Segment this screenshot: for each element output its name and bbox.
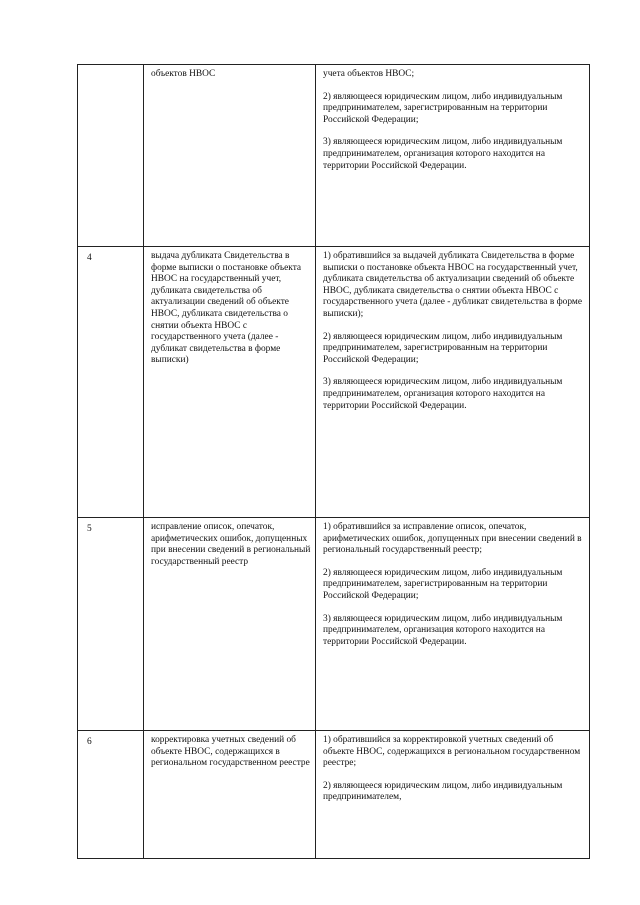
table-row	[78, 518, 590, 731]
applicant-paragraph: 2) являющееся юридическим лицом, либо индивидуальным предпринимателем,	[323, 780, 563, 803]
applicant-paragraph: 2) являющееся юридическим лицом, либо индивидуальным предпринимателем, зарегистрированным на территории Российской Федерации;	[323, 567, 563, 601]
applicant-cell	[316, 65, 590, 247]
applicant-paragraph: 1) обратившийся за выдачей дубликата Свидетельства в форме выписки о постановке объекта НВОС на государственный учет, дубликата свидетельства об актуализации сведений об объекте НВОС, дубликата свидетельства о снятии объекта НВОС с государственного учета (далее - дубликат свидетельства в форме выписки);	[323, 251, 582, 319]
row-number: 4	[78, 247, 144, 518]
table-row	[78, 247, 590, 518]
table-row	[78, 65, 590, 247]
applicant-paragraph: 2) являющееся юридическим лицом, либо индивидуальным предпринимателем, зарегистрированным на территории Российской Федерации;	[323, 331, 563, 365]
applicant-paragraph: учета объектов НВОС;	[323, 69, 415, 79]
row-number: 5	[78, 518, 144, 731]
services-table	[77, 64, 590, 859]
applicant-paragraph: 3) являющееся юридическим лицом, либо индивидуальным предпринимателем, организация которого находится на территории Российской Федерации.	[323, 377, 563, 411]
applicant-paragraph: 2) являющееся юридическим лицом, либо индивидуальным предпринимателем, зарегистрированным на территории Российской Федерации;	[323, 91, 563, 125]
service-name: выдача дубликата Свидетельства в форме выписки о постановке объекта НВОС на государственный учет, дубликата свидетельства об актуализации сведений об объекте НВОС, дубликата свидетельства о снятии объекта НВОС с государственного учета (далее - дубликат свидетельства в форме выписки)	[144, 247, 316, 518]
service-name: исправление описок, опечаток, арифметических ошибок, допущенных при внесении сведений в региональный государственный реестр	[144, 518, 316, 731]
applicant-cell	[316, 518, 590, 731]
service-name: объектов НВОС	[144, 65, 316, 247]
applicant-cell	[316, 731, 590, 859]
applicant-paragraph: 1) обратившийся за корректировкой учетных сведений об объекте НВОС, содержащихся в региональном государственном реестре;	[323, 735, 581, 769]
applicant-paragraph: 3) являющееся юридическим лицом, либо индивидуальным предпринимателем, организация которого находится на территории Российской Федерации.	[323, 613, 563, 647]
service-name: корректировка учетных сведений об объекте НВОС, содержащихся в региональном государственном реестре	[144, 731, 316, 859]
applicant-paragraph: 3) являющееся юридическим лицом, либо индивидуальным предпринимателем, организация которого находится на территории Российской Федерации.	[323, 137, 563, 171]
row-number: 6	[78, 731, 144, 859]
table-row	[78, 731, 590, 859]
applicant-paragraph: 1) обратившийся за исправление описок, опечаток, арифметических ошибок, допущенных при внесении сведений в региональный государственный реестр;	[323, 522, 582, 556]
applicant-cell	[316, 247, 590, 518]
row-number	[78, 65, 144, 247]
